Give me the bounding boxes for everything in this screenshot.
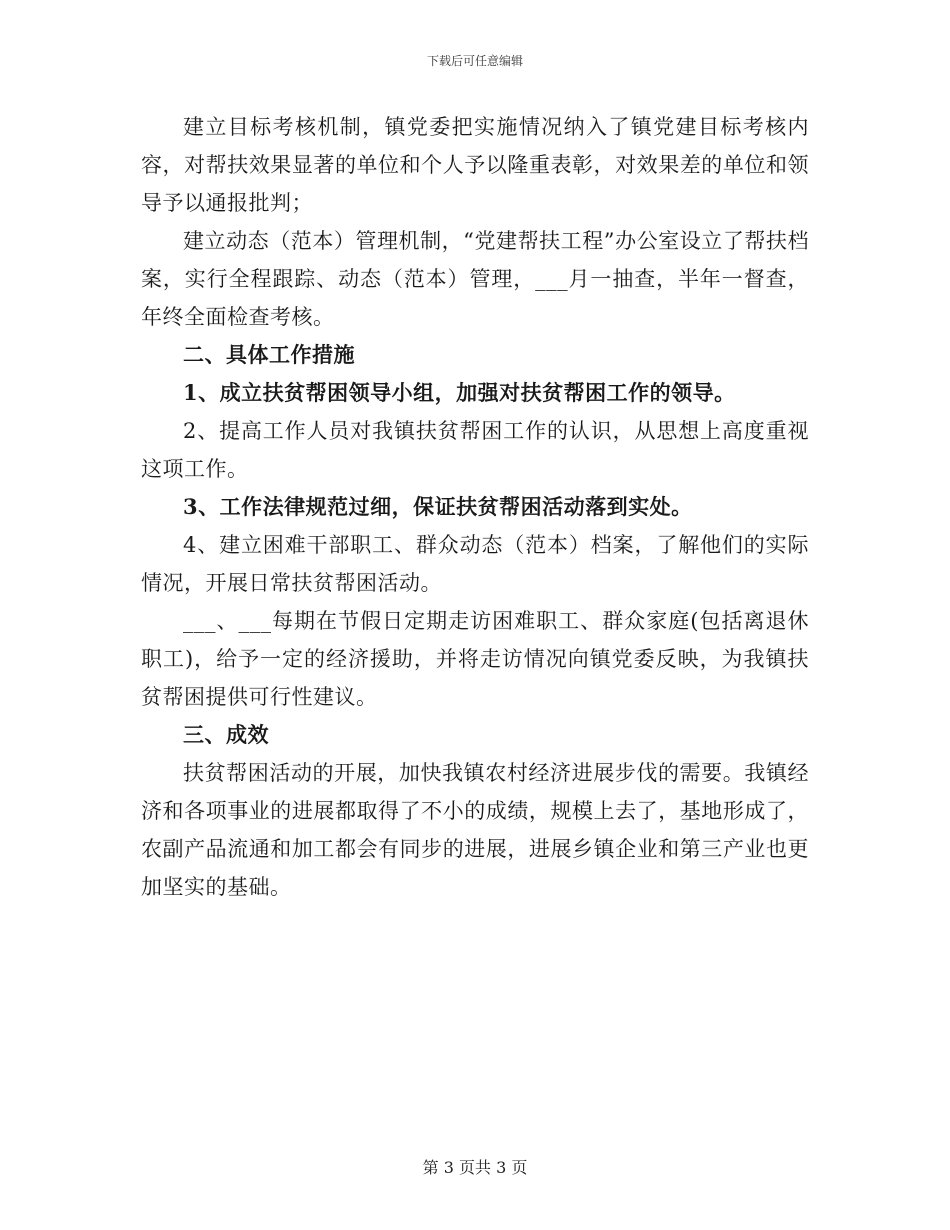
list-item-1: 1、成立扶贫帮困领导小组，加强对扶贫帮困工作的领导。 [183,380,736,405]
list-item-3: 3、工作法律规范过细，保证扶贫帮困活动落到实处。 [183,494,693,519]
list-item-4: 4、建立困难干部职工、群众动态（范本）档案，了解他们的实际情况，开展日常扶贫帮困活动。 [141,533,809,595]
page-header: 下载后可任意编辑 [426,54,523,68]
section-heading-results: 三、成效 [183,722,269,747]
section-heading-measures: 二、具体工作措施 [183,342,355,367]
paragraph-target-assessment: 建立目标考核机制，镇党委把实施情况纳入了镇党建目标考核内容，对帮扶效果显著的单位和个人予以隆重表彰，对效果差的单位和领导予以通报批判； [141,115,809,215]
document-body [141,108,809,906]
list-item-2: 2、提高工作人员对我镇扶贫帮困工作的认识，从思想上高度重视这项工作。 [141,419,809,481]
list-item-5: ___、___每期在节假日定期走访困难职工、群众家庭(包括离退休职工)，给予一定的经济援助，并将走访情况向镇党委反映，为我镇扶贫帮困提供可行性建议。 [141,609,809,709]
paragraph-dynamic-management: 建立动态（范本）管理机制，“党建帮扶工程”办公室设立了帮扶档案，实行全程跟踪、动态（范本）管理，___月一抽查，半年一督查，年终全面检查考核。 [141,229,809,329]
page-number: 第 3 页共 3 页 [422,1158,528,1177]
paragraph-results: 扶贫帮困活动的开展，加快我镇农村经济进展步伐的需要。我镇经济和各项事业的进展都取得了不小的成绩，规模上去了，基地形成了，农副产品流通和加工都会有同步的进展，进展乡镇企业和第三产业也更加坚实的基础。 [141,761,809,899]
